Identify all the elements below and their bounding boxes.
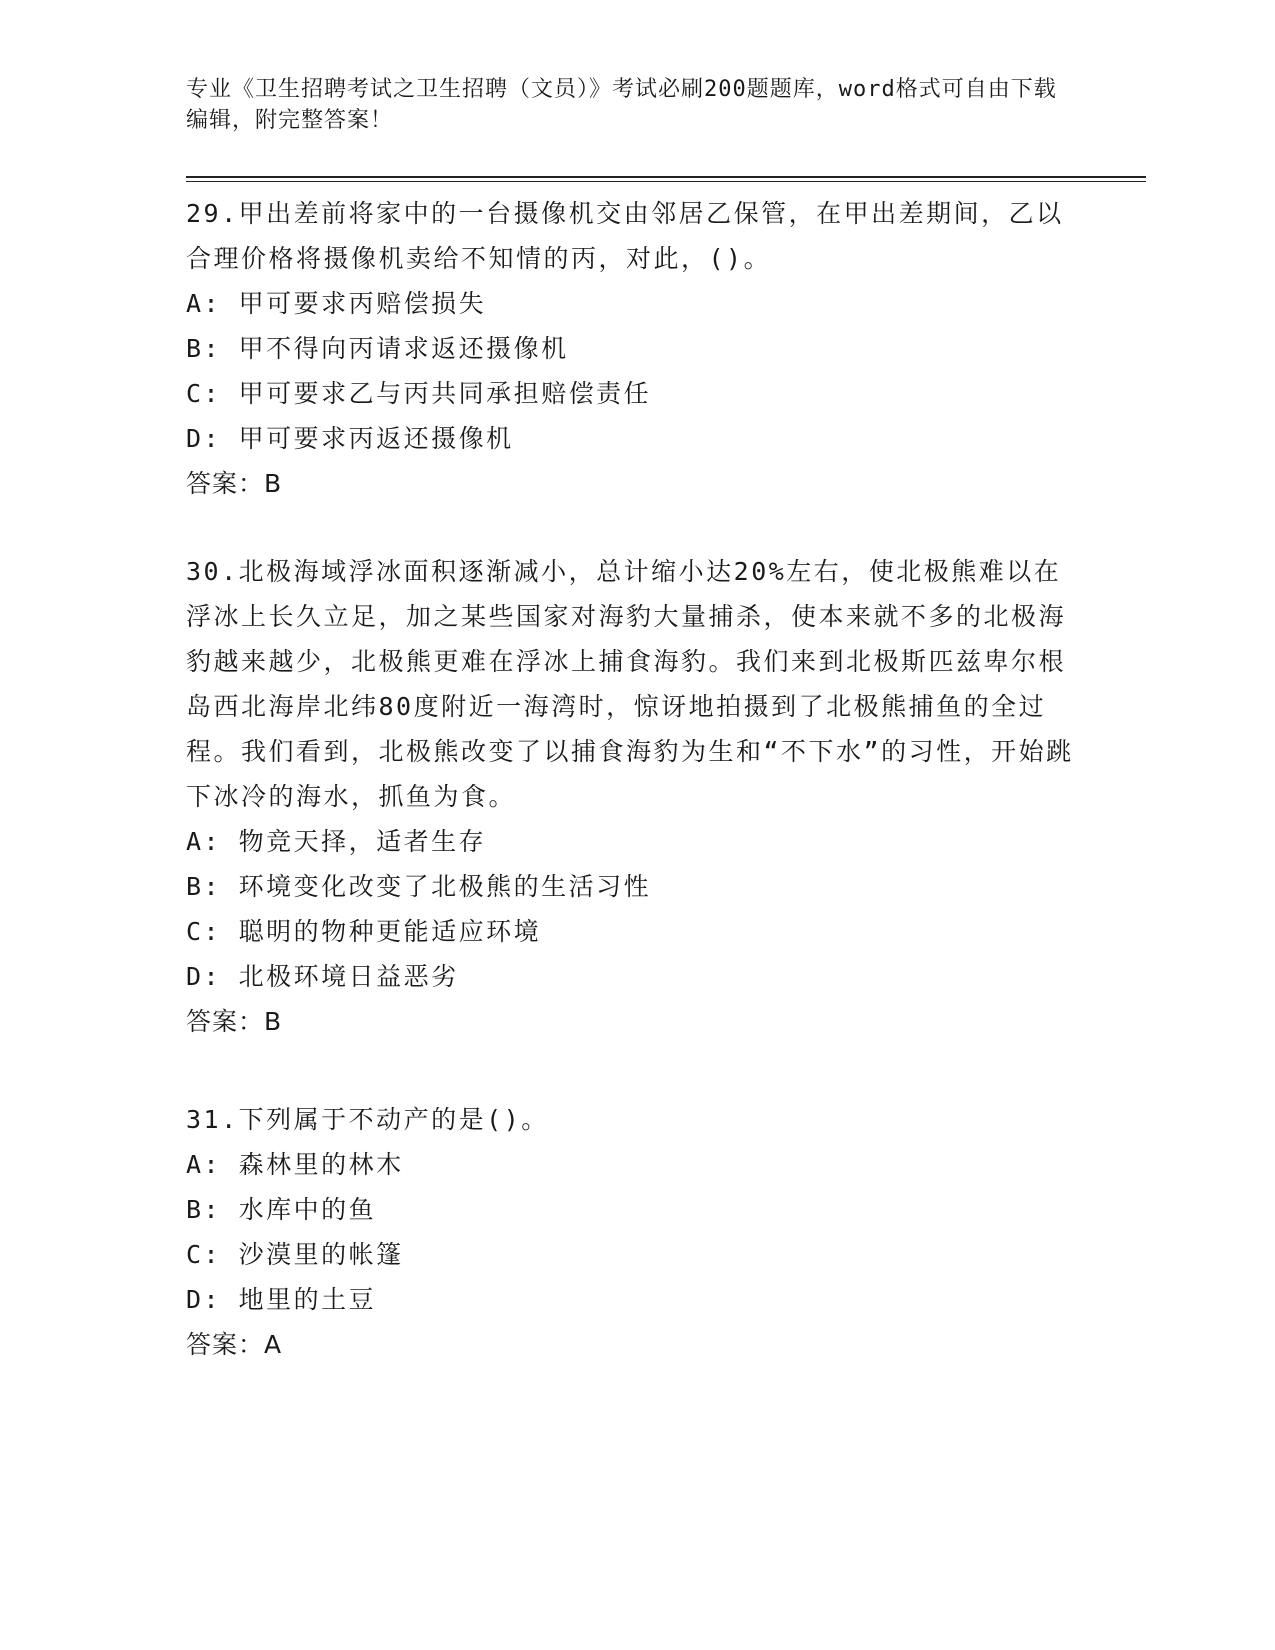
- page-header: 专业《卫生招聘考试之卫生招聘（文员）》考试必刷200题题库，word格式可自由下载编辑，附完整答案！: [186, 77, 1057, 133]
- option-c: C: 甲可要求乙与丙共同承担赔偿责任: [186, 379, 652, 408]
- option-c: C: 沙漠里的帐篷: [186, 1240, 404, 1269]
- option-a: A: 甲可要求丙赔偿损失: [186, 289, 487, 318]
- question-30: [186, 549, 1086, 1044]
- question-31: [186, 1097, 1086, 1367]
- option-b: B: 甲不得向丙请求返还摄像机: [186, 334, 569, 363]
- question-stem: 30.北极海域浮冰面积逐渐减小，总计缩小达20%左右，使北极熊难以在浮冰上长久立足，加之某些国家对海豹大量捕杀，使本来就不多的北极海豹越来越少，北极熊更难在浮冰上捕食海豹。我们来到北极斯匹兹卑尔根岛西北海岸北纬80度附近一海湾时，惊讶地拍摄到了北极熊捕鱼的全过程。我们看到，北极熊改变了以捕食海豹为生和“不下水”的习性，开始跳下冰冷的海水，抓鱼为食。: [186, 557, 1074, 811]
- option-a: A: 森林里的林木: [186, 1150, 404, 1179]
- option-b: B: 水库中的鱼: [186, 1195, 377, 1224]
- answer: 答案：B: [186, 1007, 283, 1036]
- question-stem: 29.甲出差前将家中的一台摄像机交由邻居乙保管，在甲出差期间，乙以合理价格将摄像机卖给不知情的丙，对此，()。: [186, 199, 1064, 273]
- option-d: D: 北极环境日益恶劣: [186, 962, 459, 991]
- answer: 答案：B: [186, 469, 283, 498]
- option-c: C: 聪明的物种更能适应环境: [186, 917, 542, 946]
- question-29: [186, 191, 1086, 506]
- answer: 答案：A: [186, 1330, 283, 1359]
- option-b: B: 环境变化改变了北极熊的生活习性: [186, 872, 652, 901]
- option-a: A: 物竞天择，适者生存: [186, 827, 487, 856]
- option-d: D: 甲可要求丙返还摄像机: [186, 424, 514, 453]
- option-d: D: 地里的土豆: [186, 1285, 377, 1314]
- header-divider: [186, 176, 1146, 182]
- question-stem: 31.下列属于不动产的是()。: [186, 1105, 549, 1134]
